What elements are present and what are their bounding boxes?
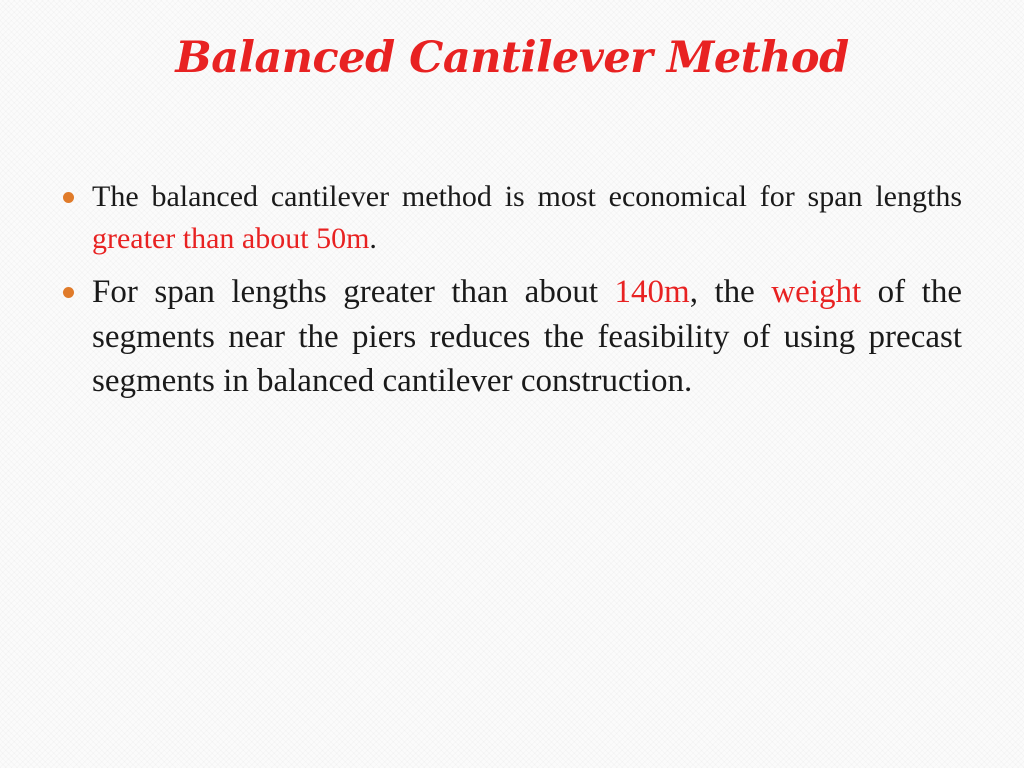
bullet-dot-icon bbox=[63, 287, 74, 298]
bullet-text: of the segments near the piers reduces the feasibility of using precast segments in balanced cantilever construction. bbox=[92, 274, 962, 399]
bullet-text: , the bbox=[689, 274, 772, 310]
bullet-list bbox=[62, 176, 962, 404]
bullet-dot-icon bbox=[63, 192, 74, 203]
bullet-item bbox=[62, 176, 962, 260]
bullet-item bbox=[62, 270, 962, 404]
slide-title: Balanced Cantilever Method bbox=[175, 33, 849, 83]
highlighted-text: 140m bbox=[614, 274, 690, 310]
bullet-text: For span lengths greater than about bbox=[92, 274, 615, 310]
highlighted-text: greater than about 50m bbox=[92, 222, 370, 255]
highlighted-text: weight bbox=[771, 274, 862, 310]
bullet-text: The balanced cantilever method is most economical for span lengths bbox=[92, 180, 962, 213]
bullet-text: . bbox=[369, 222, 377, 255]
